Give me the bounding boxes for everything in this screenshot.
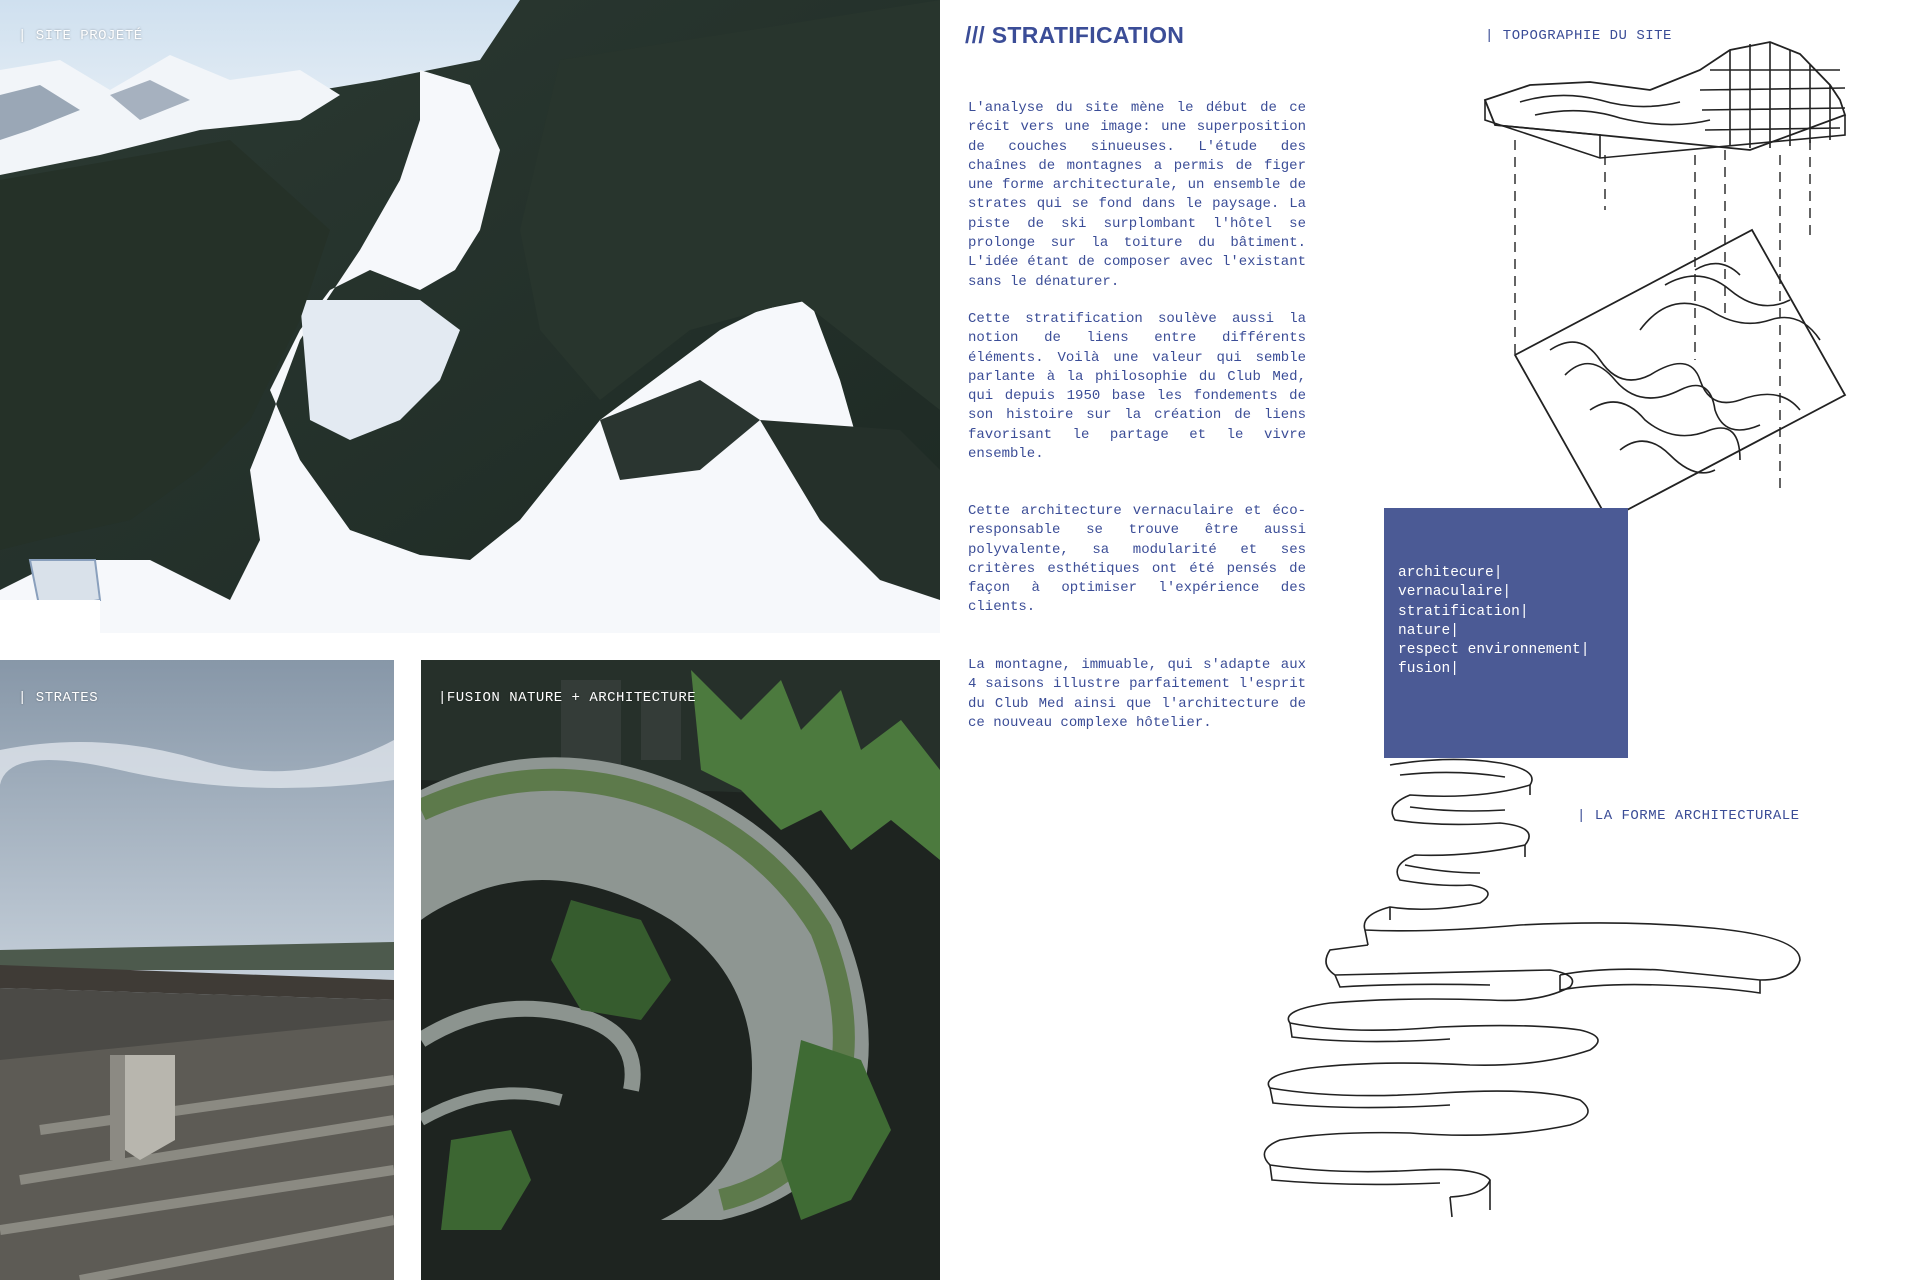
keyword-item: fusion| xyxy=(1398,661,1459,678)
keyword-list xyxy=(1398,564,1589,680)
paragraph-montagne: La montagne, immuable, qui s'adapte aux 4 saisons illustre parfaitement l'esprit du Club Med ainsi que l'architecture de ce nouveau complexe hôtelier. xyxy=(968,657,1306,731)
keyword-item: nature| xyxy=(1398,622,1459,639)
fusion-photo xyxy=(421,660,940,1280)
paragraph-analyse: L'analyse du site mène le début de ce récit vers une image: une superposition de couches sinueuses. L'étude des chaînes de montagnes a permis de figer une forme architecturale, un ensemble de strates qui se fond dans le paysage. La piste de ski surplombant l'hôtel se prolonge sur la toiture du bâtiment. L'idée étant de composer avec l'existant sans le dénaturer. xyxy=(968,100,1306,290)
keyword-box xyxy=(1384,508,1628,758)
strates-label: | STRATES xyxy=(18,690,99,706)
keyword-item: architecure| xyxy=(1398,565,1503,581)
topographie-label: | TOPOGRAPHIE DU SITE xyxy=(1485,28,1672,44)
forme-architecturale-label: | LA FORME ARCHITECTURALE xyxy=(1577,808,1800,824)
fusion-label: |FUSION NATURE + ARCHITECTURE xyxy=(438,690,697,706)
architectural-form-diagram xyxy=(1240,755,1810,1220)
keyword-item: stratification| xyxy=(1398,603,1529,620)
site-photo xyxy=(0,0,940,633)
keyword-item: respect environnement| xyxy=(1398,642,1590,659)
paragraph-liens: Cette stratification soulève aussi la notion de liens entre différents éléments. Voilà une valeur qui semble parlante à la philosophie du Club Med, qui depuis 1950 base les fondements de son histoire sur la création de liens favorisant le partage et le vivre ensemble. xyxy=(968,311,1306,463)
topography-diagram xyxy=(1440,30,1860,560)
paragraph-vernaculaire: Cette architecture vernaculaire et éco-responsable se trouve être aussi polyvalente, sa modularité et ses critères esthétiques ont été pensés de façon à optimiser l'expérience des clients. xyxy=(968,503,1306,616)
strates-photo xyxy=(0,660,394,1280)
site-projete-label: | SITE PROJETÉ xyxy=(18,28,143,44)
ski-slope-image xyxy=(0,0,940,633)
fusion-image xyxy=(421,660,940,1280)
page-title: /// STRATIFICATION xyxy=(965,22,1185,48)
strates-image xyxy=(0,660,394,1280)
keyword-item: vernaculaire| xyxy=(1398,584,1512,601)
